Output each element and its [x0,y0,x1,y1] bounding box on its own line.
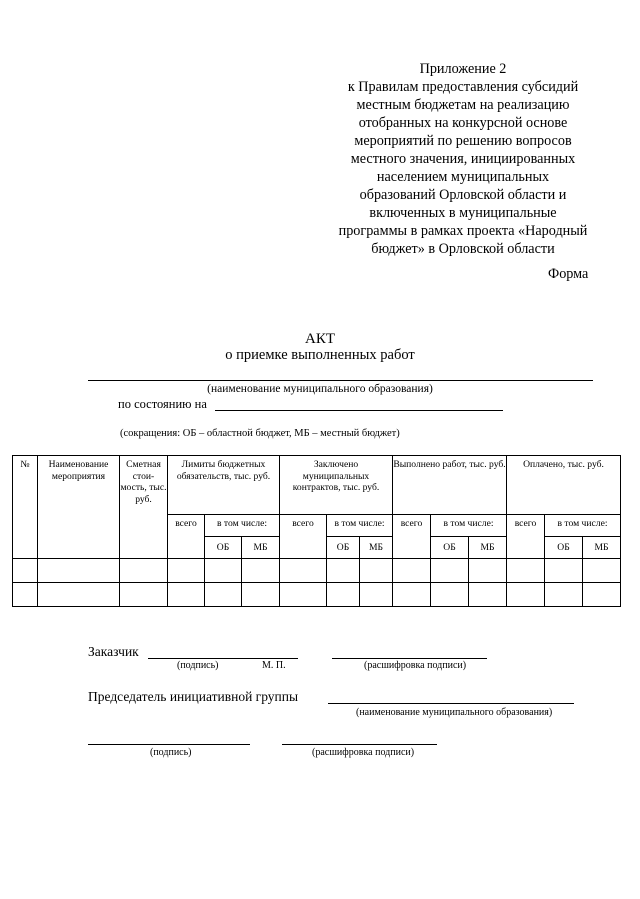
incl-header: в том числе: [327,515,393,537]
table-cell[interactable] [431,559,469,583]
appendix-line: населением муниципальных [376,169,550,185]
table-cell[interactable] [242,583,280,607]
group-header-limits: Лимиты бюджетных обязательств, тыс. руб. [168,456,280,515]
incl-header: в том числе: [205,515,280,537]
ob-header: ОБ [431,537,469,559]
table-cell[interactable] [280,559,327,583]
chairman-decode-line[interactable] [282,744,437,745]
table-cell[interactable] [545,583,583,607]
chairman-decode-caption: (расшифровка подписи) [312,747,415,758]
table-cell[interactable] [393,559,431,583]
total-header: всего [168,515,205,559]
table-cell[interactable] [168,559,205,583]
abbreviations-note: (сокращения: ОБ – областной бюджет, МБ – местный бюджет) [120,428,400,439]
appendix-line: включенных в муниципальные [369,205,557,221]
table-row [13,583,621,607]
table-cell[interactable] [168,583,205,607]
mb-header: МБ [242,537,280,559]
appendix-line: бюджет» в Орловской области [371,241,555,257]
table-cell[interactable] [280,583,327,607]
ob-header: ОБ [327,537,360,559]
appendix-header [318,60,608,258]
table-cell[interactable] [545,559,583,583]
chairman-caption: (наименование муниципального образования) [356,707,553,718]
table-cell[interactable] [469,559,507,583]
table-cell[interactable] [38,583,120,607]
group-header-contracts: Заключено муниципальных контрактов, тыс. руб. [280,456,393,515]
as-of-date-line[interactable] [215,410,503,411]
as-of-label: по состоянию на [118,397,207,411]
table-cell[interactable] [205,559,242,583]
appendix-line: программы в рамках проекта «Народный [338,223,588,239]
table-cell[interactable] [507,583,545,607]
form-label: Форма [548,266,589,282]
stamp-label: М. П. [262,660,286,671]
col-cost-header: Сметная стои-мость, тыс. руб. [120,456,168,559]
incl-header: в том числе: [545,515,621,537]
table-cell[interactable] [431,583,469,607]
customer-decode-caption: (расшифровка подписи) [364,660,467,671]
table-cell[interactable] [205,583,242,607]
col-name-header: Наименование мероприятия [38,456,120,559]
document-title: АКТ [305,331,335,347]
mb-header: МБ [469,537,507,559]
total-header: всего [280,515,327,559]
table-cell[interactable] [242,559,280,583]
chairman-municipality-line[interactable] [328,703,574,704]
table-cell[interactable] [507,559,545,583]
appendix-line: Приложение 2 [419,61,507,77]
mb-header: МБ [583,537,621,559]
document-subtitle: о приемке выполненных работ [225,347,415,363]
municipality-line[interactable] [88,380,593,381]
table-cell[interactable] [13,583,38,607]
appendix-line: отобранных на конкурсной основе [358,115,568,131]
mb-header: МБ [360,537,393,559]
customer-signature-line[interactable] [148,658,298,659]
group-header-completed: Выполнено работ, тыс. руб. [393,456,507,515]
total-header: всего [507,515,545,559]
table-cell[interactable] [469,583,507,607]
appendix-line: образований Орловской области и [359,187,567,203]
table-cell[interactable] [120,559,168,583]
group-header-paid: Оплачено, тыс. руб. [507,456,621,515]
table-cell[interactable] [583,583,621,607]
chairman-label: Председатель инициативной группы [88,689,299,704]
customer-signature-caption: (подпись) [177,660,219,671]
table-cell[interactable] [38,559,120,583]
customer-decode-line[interactable] [332,658,487,659]
table-cell[interactable] [583,559,621,583]
table-cell[interactable] [360,583,393,607]
chairman-signature-caption: (подпись) [150,747,192,758]
appendix-line: местным бюджетам на реализацию [356,97,570,113]
total-header: всего [393,515,431,559]
municipality-caption: (наименование муниципального образования) [207,383,433,395]
col-number-header: № [13,456,38,559]
table-cell[interactable] [393,583,431,607]
table-cell[interactable] [120,583,168,607]
table-row [13,559,621,583]
table-cell[interactable] [13,559,38,583]
table-cell[interactable] [360,559,393,583]
ob-header: ОБ [205,537,242,559]
appendix-line: мероприятий по решению вопросов [354,133,572,149]
table-cell[interactable] [327,559,360,583]
incl-header: в том числе: [431,515,507,537]
acceptance-table [12,455,621,607]
ob-header: ОБ [545,537,583,559]
table-cell[interactable] [327,583,360,607]
appendix-line: к Правилам предоставления субсидий [347,79,579,95]
chairman-signature-line[interactable] [88,744,250,745]
appendix-line: местного значения, инициированных [350,151,576,167]
customer-label: Заказчик [88,644,139,659]
